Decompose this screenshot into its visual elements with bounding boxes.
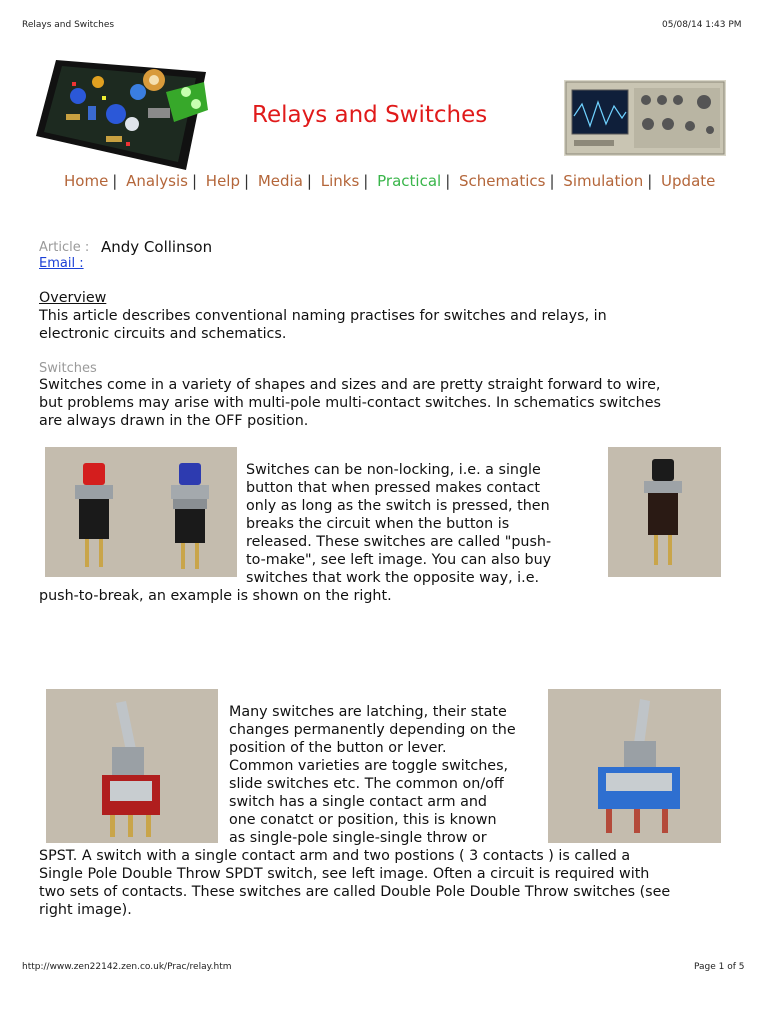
page-title: Relays and Switches [252,102,488,128]
nav-separator: | [549,172,555,190]
print-footer-page: Page 1 of 5 [694,962,745,972]
dpdt-toggle-photo [548,689,721,843]
nav-analysis[interactable]: Analysis [126,172,188,190]
print-footer-url: http://www.zen22142.zen.co.uk/Prac/relay.htm [22,962,232,972]
email-link[interactable]: Email : [39,256,84,271]
nav-separator: | [112,172,118,190]
paragraph-line: changes permanently depending on the [229,722,516,738]
overview-line: electronic circuits and schematics. [39,326,287,342]
paragraph-line: to-make", see left image. You can also buy [246,552,552,568]
nav-separator: | [445,172,451,190]
paragraph-line: Switches can be non-locking, i.e. a single [246,462,541,478]
push-to-break-photo [608,447,721,577]
paragraph-line: Common varieties are toggle switches, [229,758,509,774]
nav-separator: | [306,172,312,190]
nav-home[interactable]: Home [64,172,109,190]
paragraph-line: breaks the circuit when the button is [246,516,510,532]
switches-line: but problems may arise with multi-pole multi-contact switches. In schematics switches [39,395,661,411]
push-to-make-photo [45,447,237,577]
paragraph-line: only as long as the switch is pressed, then [246,498,550,514]
nav-separator: | [647,172,653,190]
paragraph-line: position of the button or lever. [229,740,447,756]
nav-simulation[interactable]: Simulation [563,172,644,190]
paragraph-line: Many switches are latching, their state [229,704,507,720]
nav-separator: | [363,172,369,190]
switches-intro [39,376,661,430]
print-header-title: Relays and Switches [22,20,115,30]
paragraph-line: switch has a single contact arm and [229,794,487,810]
paragraph-line: button that when pressed makes contact [246,480,540,496]
paragraph-line: switches that work the opposite way, i.e. [246,570,540,586]
overview-heading: Overview [39,290,107,306]
paragraph-line: released. These switches are called "push- [246,534,552,550]
nav-separator: | [244,172,250,190]
switches-line: Switches come in a variety of shapes and sizes and are pretty straight forward to wire, [39,377,661,393]
switches-heading: Switches [39,361,97,376]
paragraph-line: as single-pole single-single throw or [229,830,487,846]
paragraph-line: two sets of contacts. These switches are called Double Pole Double Throw switches (see [39,884,671,900]
nav-schematics[interactable]: Schematics [459,172,546,190]
nav-media[interactable]: Media [257,172,303,190]
paragraph-line: SPST. A switch with a single contact arm and two postions ( 3 contacts ) is called a [39,848,631,864]
push-switch-paragraph-end: push-to-break, an example is shown on the right. [39,588,392,604]
nav-update[interactable]: Update [661,172,716,190]
switches-line: are always drawn in the OFF position. [39,413,309,429]
nav-practical[interactable]: Practical [377,172,442,190]
paragraph-line: right image). [39,902,132,918]
toggle-switch-paragraph-end [39,847,670,919]
paragraph-line: slide switches etc. The common on/off [229,776,504,792]
author-name: Andy Collinson [101,238,213,256]
overview-text [39,307,607,343]
paragraph-line: one conatct or position, this is known [229,812,497,828]
spdt-toggle-photo [46,689,218,843]
nav-separator: | [191,172,198,190]
circuit-board-logo [36,52,214,172]
oscilloscope-image [564,80,726,156]
nav-help[interactable]: Help [205,172,240,190]
toggle-switch-paragraph [229,703,516,847]
main-nav [64,172,715,190]
paragraph-line: Single Pole Double Throw SPDT switch, see left image. Often a circuit is required with [39,866,650,882]
push-switch-paragraph [246,461,551,587]
nav-links[interactable]: Links [320,172,360,190]
print-header-timestamp: 05/08/14 1:43 PM [662,20,742,30]
author-label: Article : [39,240,90,255]
overview-line: This article describes conventional naming practises for switches and relays, in [39,308,607,324]
